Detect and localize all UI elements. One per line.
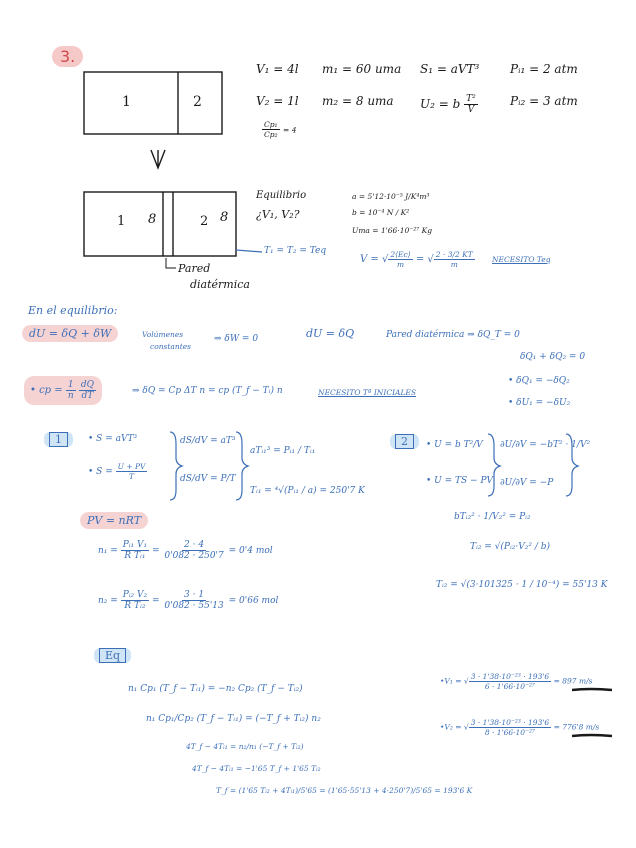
cp-need-note: NECESITO Tª INICIALES <box>318 388 417 397</box>
moles-n2: n₂ = $\frac{\text{Pᵢ₂ V₂}}{\text{R Tᵢ₂}}$ = $\frac{3 \cdot 1}{0'082 \cdot 55'13}$ = 0'66 mol <box>98 590 279 611</box>
constant-b: b = 10⁻⁴ N / K² <box>352 208 410 217</box>
given-v1: V₁ = 4l <box>256 62 299 76</box>
part2-res1: bTᵢ₂² · 1/V₂² = Pᵢ₂ <box>454 512 531 522</box>
question-line-2: ¿V₁, V₂? <box>256 208 300 221</box>
compartment-2-label: 2 <box>200 214 209 229</box>
u1-neg: • δU₁ = −δU₂ <box>508 398 571 408</box>
v1-result: •V₁ = √ $\frac{\text{3 · 1'38·10⁻²³ · 193'6}}{\text{6 · 1'66·10⁻²⁷}}$ = 897 m/s <box>440 672 593 691</box>
q-sum: δQ₁ + δQ₂ = 0 <box>520 352 586 362</box>
moles-n1: n₁ = $\frac{\text{Pᵢ₁ V₁}}{\text{R Tᵢ₁}}$ = $\frac{2 \cdot 4}{0'082 \cdot 250'7}$ = 0'4 mol <box>98 540 273 561</box>
wall-label-2: diatérmica <box>190 278 250 291</box>
compartment-1-label: 1 <box>117 214 126 229</box>
brace-icon <box>236 432 248 500</box>
temperature-label: T₁ = T₂ = Teq <box>264 246 327 256</box>
given-u2: U₂ = b $\frac{\text{T²}}{V}$ <box>420 94 476 115</box>
compartment-1-label: 1 <box>122 94 131 110</box>
equilibrium-heading: En el equilibrio: <box>28 304 118 317</box>
part1-ds1: dS/dV = aT³ <box>180 436 236 446</box>
down-arrow-icon <box>151 150 165 168</box>
du-dq: dU = δQ <box>306 327 355 340</box>
part2-du2: ∂U/∂V = −P <box>500 478 554 488</box>
given-v2: V₂ = 1l <box>256 94 299 108</box>
eq-line-5: T_f = (1'65 Tᵢ₂ + 4Tᵢ₁)/5'65 = (1'65·55'13 + 4·250'7)/5'65 = 193'6 K <box>216 786 473 795</box>
pared-pointer-icon <box>166 258 176 268</box>
given-s1: S₁ = aVT³ <box>420 62 480 76</box>
part-2-tag: 2 <box>390 434 419 449</box>
cp-ratio: $\frac{\text{Cp₁}}{\text{Cp₂}}$ = 4 <box>264 120 297 139</box>
constant-a: a = 5'12·10⁻⁵ J/K⁴m³ <box>352 192 430 201</box>
part2-du1: ∂U/∂V = −bT² · 1/V² <box>500 440 591 450</box>
dw-zero: ⇒ δW = 0 <box>214 334 259 344</box>
pared-statement: Pared diatérmica ⇒ δQ_T = 0 <box>386 330 520 340</box>
part2-res2: Tᵢ₂ = √(Pᵢ₂·V₂² / b) <box>470 542 551 552</box>
given-pi1: Pᵢ₁ = 2 atm <box>510 62 578 76</box>
eq-tag: Eq <box>94 648 131 663</box>
velocity-formula: V = √ $\frac{2⟨Ec⟩}{m}$ = √ $\frac{2 \cdot 3/2 KT}{m}$ NECESITO Teq <box>360 250 551 269</box>
vol-const-2: constantes <box>150 342 192 351</box>
question-line-1: Equilibrio <box>256 190 307 201</box>
given-m1: m₁ = 60 uma <box>322 62 402 76</box>
q1-neg: • δQ₁ = −δQ₂ <box>508 376 570 386</box>
compartment-2-sub: 8 <box>220 210 229 225</box>
given-pi2: Pᵢ₂ = 3 atm <box>510 94 578 108</box>
part1-res1: aTᵢ₁³ = Pᵢ₁ / Tᵢ₁ <box>250 446 316 456</box>
compartment-1-sub: 8 <box>148 212 157 227</box>
eq-line-4: 4T_f − 4Tᵢ₁ = −1'65 T_f + 1'65 Tᵢ₂ <box>192 764 321 773</box>
compartment-2-label: 2 <box>193 94 202 110</box>
v2-result: •V₂ = √ $\frac{\text{3 · 1'38·10⁻²³ · 193'6}}{\text{8 · 1'66·10⁻²⁷}}$ = 776'8 m/s <box>440 718 600 737</box>
part1-ds2: dS/dV = P/T <box>180 474 236 484</box>
first-law: dU = δQ + δW <box>22 325 118 342</box>
teq-arrow-icon <box>236 250 262 252</box>
problem-number: 3. <box>52 46 83 67</box>
ideal-gas-law: PV = nRT <box>80 512 148 529</box>
wall-label-1: Pared <box>178 262 211 275</box>
part1-res2: Tᵢ₁ = ⁴√(Pᵢ₁ / a) = 250'7 K <box>250 486 365 496</box>
cp-implication: ⇒ δQ = Cp ΔT n = cp (T_f − Tᵢ) n <box>132 386 283 396</box>
eq-line-3: 4T_f − 4Tᵢ₁ = n₂/n₁ (−T_f + Tᵢ₂) <box>186 742 304 751</box>
eq-line-2: n₁ Cp₁/Cp₂ (T_f − Tᵢ₁) = (−T_f + Tᵢ₂) n₂ <box>146 714 321 724</box>
cp-definition: • cp = $\frac{1}{n}$ $\frac{dQ}{dT}$ <box>24 376 102 405</box>
given-m2: m₂ = 8 uma <box>322 94 394 108</box>
eq-line-1: n₁ Cp₁ (T_f − Tᵢ₁) = −n₂ Cp₂ (T_f − Tᵢ₂) <box>128 684 303 694</box>
part2-u2: • U = TS − PV <box>426 476 494 486</box>
container-box-2 <box>84 192 236 256</box>
vol-const-1: Volúmenes <box>142 330 184 339</box>
brace-icon <box>488 434 500 496</box>
part1-s2: • S = $\frac{U + PV}{T}$ <box>88 462 146 481</box>
part-1-tag: 1 <box>44 432 73 447</box>
part2-res3: Tᵢ₂ = √(3·101325 · 1 / 10⁻⁴) = 55'13 K <box>436 580 608 590</box>
constant-uma: Uma = 1'66·10⁻²⁷ Kg <box>352 226 433 235</box>
part1-s1: • S = aVT³ <box>88 434 138 444</box>
part2-u1: • U = b T²/V <box>426 440 483 450</box>
